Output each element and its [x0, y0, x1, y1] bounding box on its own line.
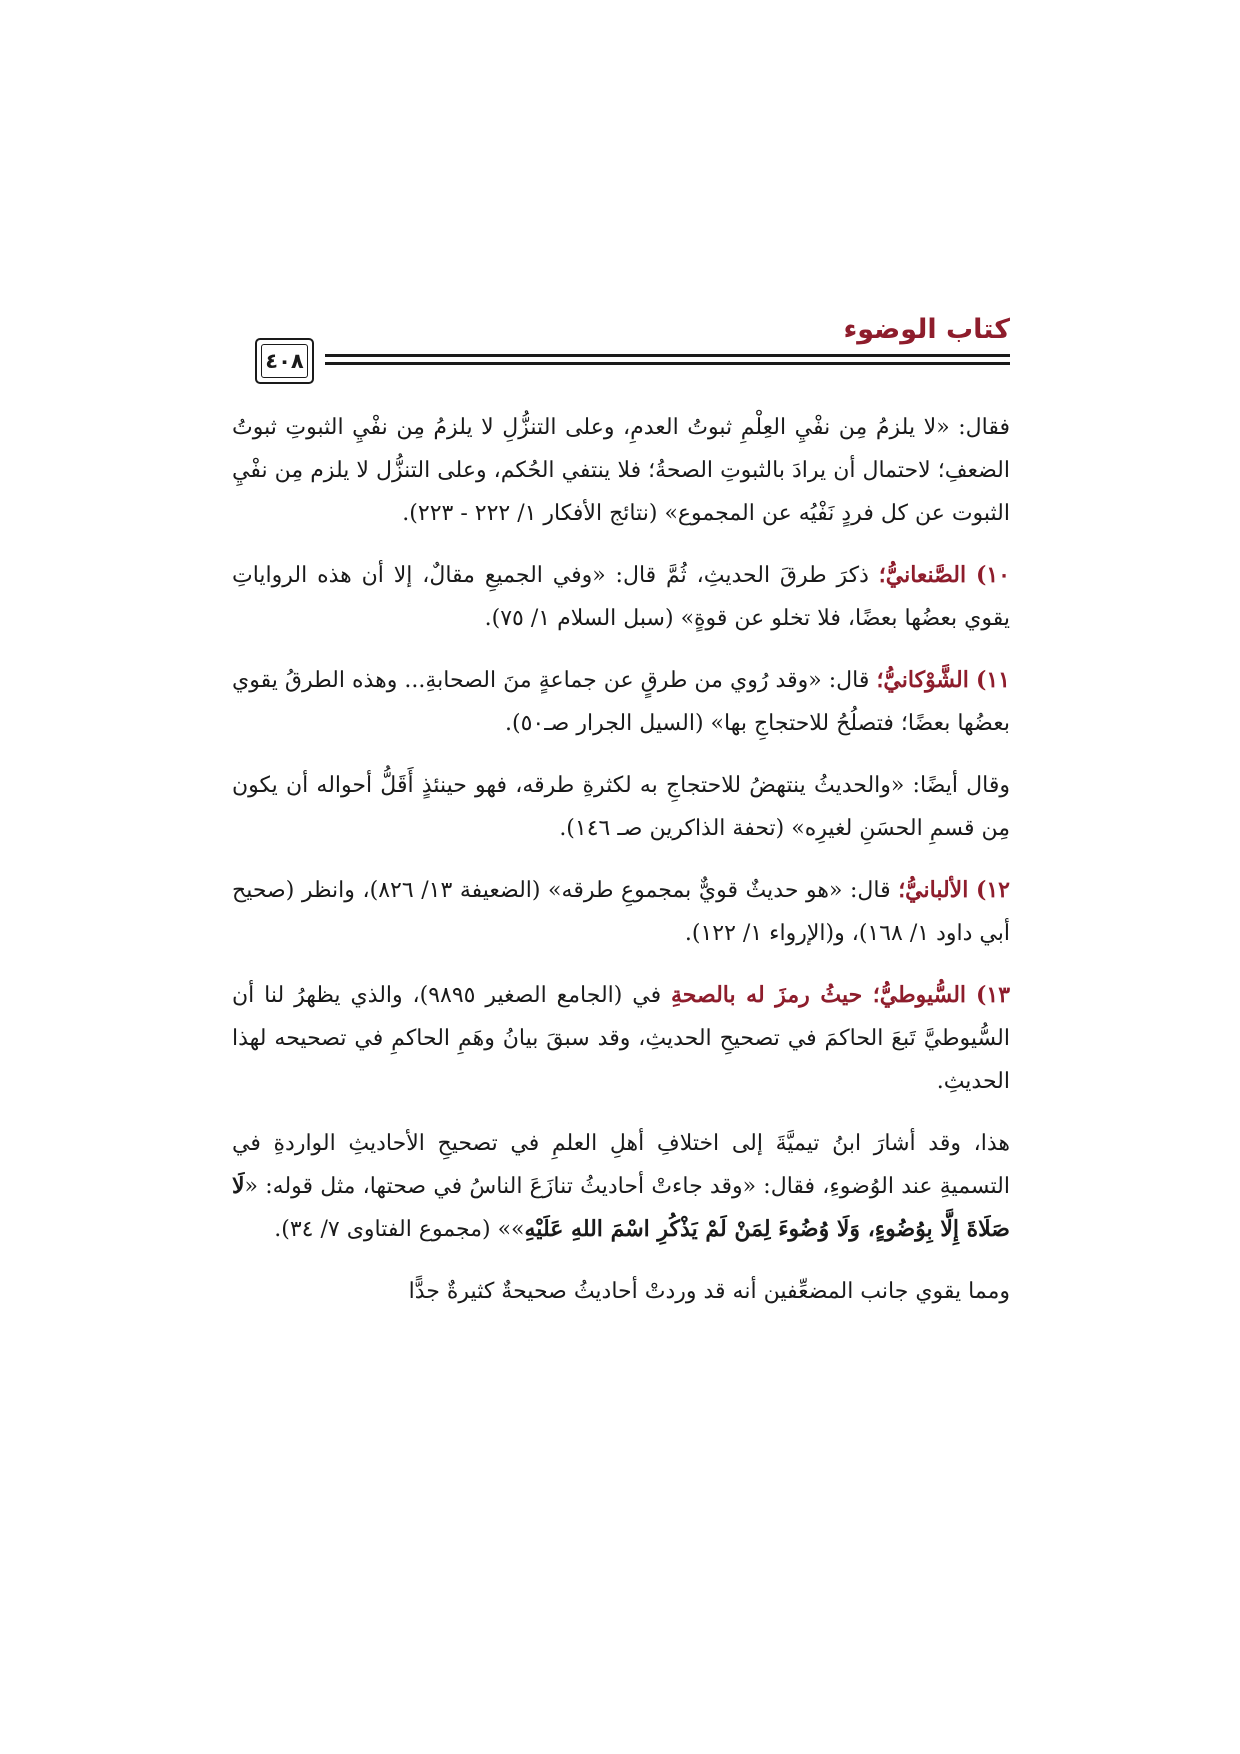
paragraph-2: [232, 554, 1010, 640]
item-number: ١٢): [975, 877, 1010, 903]
header-rule-top: [325, 354, 1010, 357]
paragraph-3: [232, 659, 1010, 745]
header-rule-left-bottom: [998, 362, 1010, 365]
paragraph-text: ذكرَ طرقَ الحديثِ، ثُمَّ قال: «وفي الجميعِ مقالٌ، إلا أن هذه الرواياتِ يقوي بعضُها بعضًا، فلا تخلو عن قوةٍ» (سبل السلام ١/ ٧٥).: [232, 563, 1010, 631]
item-number: ١٠): [975, 562, 1010, 588]
header-rule-left-top: [998, 354, 1010, 357]
page-number: ٤٠٨: [261, 344, 308, 378]
highlight-phrase: حيثُ رمزَ له بالصحةِ: [671, 982, 873, 1008]
paragraph-4: وقال أيضًا: «والحديثُ ينتهضُ للاحتجاجِ به لكثرةِ طرقه، فهو حينئذٍ أَقَلُّ أحواله أن يكون مِن قسمِ الحسَنِ لغيرِه» (تحفة الذاكرين صـ ١٤٦).: [232, 773, 1010, 841]
paragraph-5: [232, 869, 1010, 955]
item-number: ١١): [975, 667, 1010, 693]
paragraph-1: فقال: «لا يلزمُ مِن نفْيِ العِلْمِ ثبوتُ العدمِ، وعلى التنزُّلِ لا يلزمُ مِن نفْيِ الثبوتِ ثبوتُ الضعفِ؛ لاحتمال أن يرادَ بالثبوتِ الصحةُ؛ فلا ينتفي الحُكم، وعلى التنزُّل لا يلزم مِن نفْيِ الثبوت عن كل فردٍ نَفْيُه عن المجموع» (نتائج الأفكار ١/ ٢٢٢ - ٢٢٣).: [232, 415, 1010, 526]
paragraph-6: [232, 974, 1010, 1103]
header-rule-bottom: [325, 362, 1010, 365]
scholar-name: الشَّوْكانيُّ؛: [876, 667, 969, 693]
scholar-name: الألبانيُّ؛: [898, 877, 969, 903]
page-header: [235, 312, 1010, 392]
paragraph-text: في (الجامع الصغير ٩٨٩٥)، والذي يظهرُ لنا أن السُّيوطيَّ تَبعَ الحاكمَ في تصحيحِ الحديثِ، وقد سبقَ بيانُ وهَمِ الحاكمِ في تصحيحه لهذا الحديثِ.: [232, 983, 1010, 1094]
item-number: ١٣): [975, 982, 1011, 1008]
hadith-quote: لَا صَلَاةَ إِلَّا بِوُضُوءٍ، وَلَا وُضُوءَ لِمَنْ لَمْ يَذْكُرِ اسْمَ اللهِ عَلَيْهِ: [232, 1173, 1010, 1242]
paragraph-text: قال: «هو حديثٌ قويٌّ بمجموعِ طرقه» (الضعيفة ١٣/ ٨٢٦)، وانظر (صحيح أبي داود ١/ ١٦٨)، و(الإرواء ١/ ١٢٢).: [232, 878, 1010, 946]
page-number-badge: [255, 338, 314, 384]
main-text: [232, 406, 1010, 1332]
paragraph-7: [232, 1122, 1010, 1251]
paragraph-text: هذا، وقد أشارَ ابنُ تيميَّةَ إلى اختلافِ أهلِ العلمِ في تصحيحِ الأحاديثِ الواردةِ في التسميةِ عند الوُضوءِ، فقال: «وقد جاءتْ أحاديثُ تنازَعَ الناسُ في صحتها، مثل قوله: «: [232, 1131, 1010, 1199]
book-title: كتاب الوضوء: [843, 314, 1010, 345]
paragraph-text: قال: «وقد رُوي من طرقٍ عن جماعةٍ منَ الصحابةِ... وهذه الطرقُ يقوي بعضُها بعضًا؛ فتصلُحُ للاحتجاجِ بها» (السيل الجرار صـ٥٠).: [232, 668, 1010, 736]
paragraph-text: »» (مجموع الفتاوى ٧/ ٣٤).: [274, 1217, 525, 1242]
paragraph-8: ومما يقوي جانب المضعِّفين أنه قد وردتْ أحاديثُ صحيحةٌ كثيرةٌ جدًّا: [408, 1279, 1010, 1304]
scholar-name: السُّيوطيُّ؛: [872, 982, 967, 1008]
scholar-name: الصَّنعانيُّ؛: [878, 562, 967, 588]
